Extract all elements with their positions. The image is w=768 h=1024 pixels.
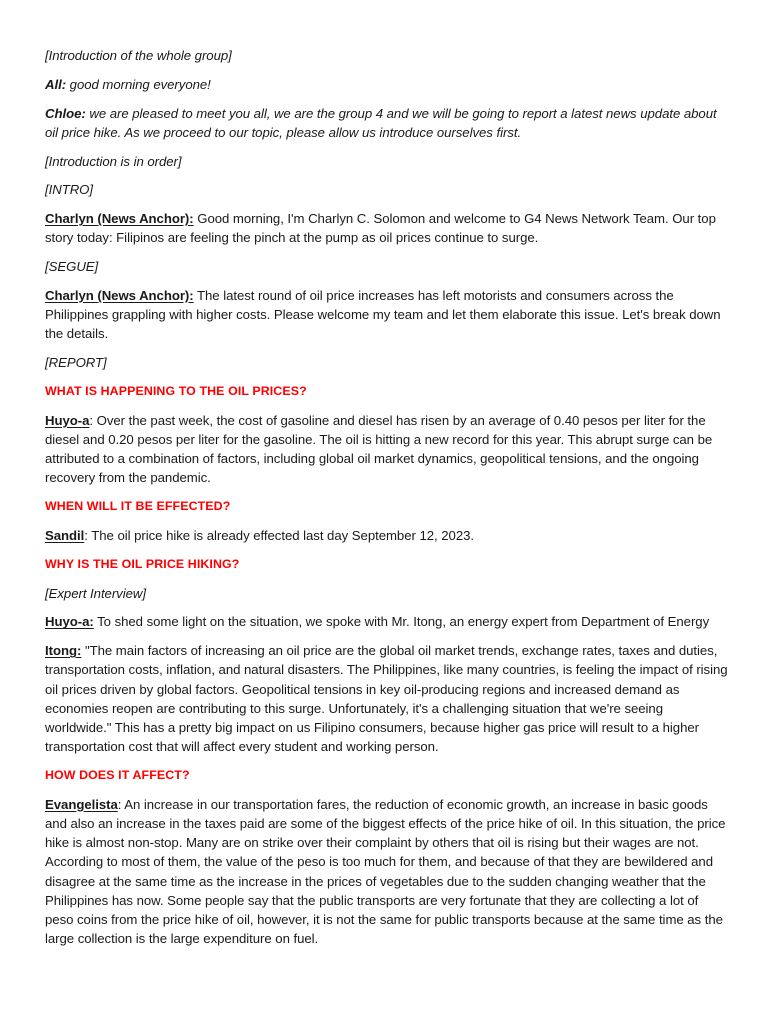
speaker-charlyn: Charlyn (News Anchor): bbox=[45, 211, 194, 227]
line-charlyn-intro bbox=[45, 209, 728, 247]
line-evangelista bbox=[45, 795, 728, 949]
heading-when-effected: WHEN WILL IT BE EFFECTED? bbox=[45, 499, 231, 514]
speaker-evangelista: Evangelista bbox=[45, 796, 118, 812]
speaker-charlyn: Charlyn (News Anchor): bbox=[45, 287, 194, 303]
line-sandil-text: : The oil price hike is already effected last day September 12, 2023. bbox=[84, 527, 475, 543]
line-chloe bbox=[45, 104, 728, 142]
line-huyoa-report bbox=[45, 411, 728, 488]
heading-what-is-happening: WHAT IS HAPPENING TO THE OIL PRICES? bbox=[45, 383, 307, 398]
cue-report: [REPORT] bbox=[45, 355, 107, 371]
speaker-all: All: bbox=[45, 76, 67, 92]
cue-intro: [INTRO] bbox=[45, 182, 94, 198]
line-all bbox=[45, 75, 728, 94]
speaker-huyoa: Huyo-a: bbox=[45, 614, 94, 630]
line-huyoa-report-text: : Over the past week, the cost of gasoline and diesel has risen by an average of 0.40 pesos per liter for the diesel and 0.20 pesos per liter for the gasoline. The oil is hitting a new record for this year. This abrupt surge can be attributed to a combination of factors, including global oil market dynamics, geopolitical tensions, and the ongoing recovery from the pandemic. bbox=[45, 412, 713, 486]
line-charlyn-intro-text: Good morning, I'm Charlyn C. Solomon and welcome to G4 News Network Team. Our top story today: Filipinos are feeling the pinch at the pump as oil prices continue to surge. bbox=[45, 211, 716, 246]
line-itong bbox=[45, 641, 728, 756]
line-chloe-text: we are pleased to meet you all, we are the group 4 and we will be going to report a latest news update about oil price hike. As we proceed to our topic, please allow us introduce ourselves first. bbox=[45, 105, 717, 140]
stage-note-intro-order: [Introduction is in order] bbox=[45, 153, 182, 169]
line-huyoa-interview bbox=[45, 612, 728, 631]
cue-segue: [SEGUE] bbox=[45, 259, 99, 275]
line-huyoa-interview-text: To shed some light on the situation, we spoke with Mr. Itong, an energy expert from Department of Energy bbox=[93, 614, 710, 630]
stage-note-intro-group: [Introduction of the whole group] bbox=[45, 48, 232, 63]
line-itong-text: "The main factors of increasing an oil price are the global oil market trends, exchange rates, taxes and duties, transportation costs, inflation, and natural disasters. The Philippines, like many countries, is feeling the impact of rising oil prices driven by global factors. Geopolitical tensions in key oil-producing regions and increased demand as economies reopen are contributing to this surge. Unfortunately, it's a challenging situation that we're seeing worldwide." This has a pretty big impact on us Filipino consumers, because higher gas price will result to a higher transportation cost that will affect every student and working person. bbox=[45, 643, 728, 755]
line-all-text: good morning everyone! bbox=[66, 76, 211, 92]
line-charlyn-segue-text: The latest round of oil price increases has left motorists and consumers across the Philippines grappling with higher costs. Please welcome my team and let them elaborate this issue. Let's break down the details. bbox=[45, 287, 721, 342]
speaker-itong: Itong: bbox=[45, 643, 82, 659]
speaker-sandil: Sandil bbox=[45, 527, 85, 543]
line-evangelista-text: : An increase in our transportation fares, the reduction of economic growth, an increase in basic goods and also an increase in the taxes paid are some of the biggest effects of the price hike of oil. In this situation, the price hike is almost non-stop. Many are on strike over their complaint by others that oil is rising but their wages are not. According to most of them, the value of the peso is too much for them, and because of that they are bewildered and disagree at the same time as the increase in the prices of vegetables due to the sudden changing weather that the Philippines has now. Some people say that the public transports are very fortunate that they are collecting a lot of peso coins from the price hike of oil, however, it is not the same for public transports because at the same time as the large collection is the large expenditure on fuel. bbox=[45, 796, 726, 947]
heading-why-hiking: WHY IS THE OIL PRICE HIKING? bbox=[45, 556, 240, 571]
cue-expert-interview: [Expert Interview] bbox=[45, 585, 146, 601]
heading-how-affect: HOW DOES IT AFFECT? bbox=[45, 767, 190, 782]
line-charlyn-segue bbox=[45, 286, 728, 344]
speaker-huyoa: Huyo-a bbox=[45, 412, 90, 428]
speaker-chloe: Chloe: bbox=[45, 105, 86, 121]
line-sandil bbox=[45, 526, 728, 545]
